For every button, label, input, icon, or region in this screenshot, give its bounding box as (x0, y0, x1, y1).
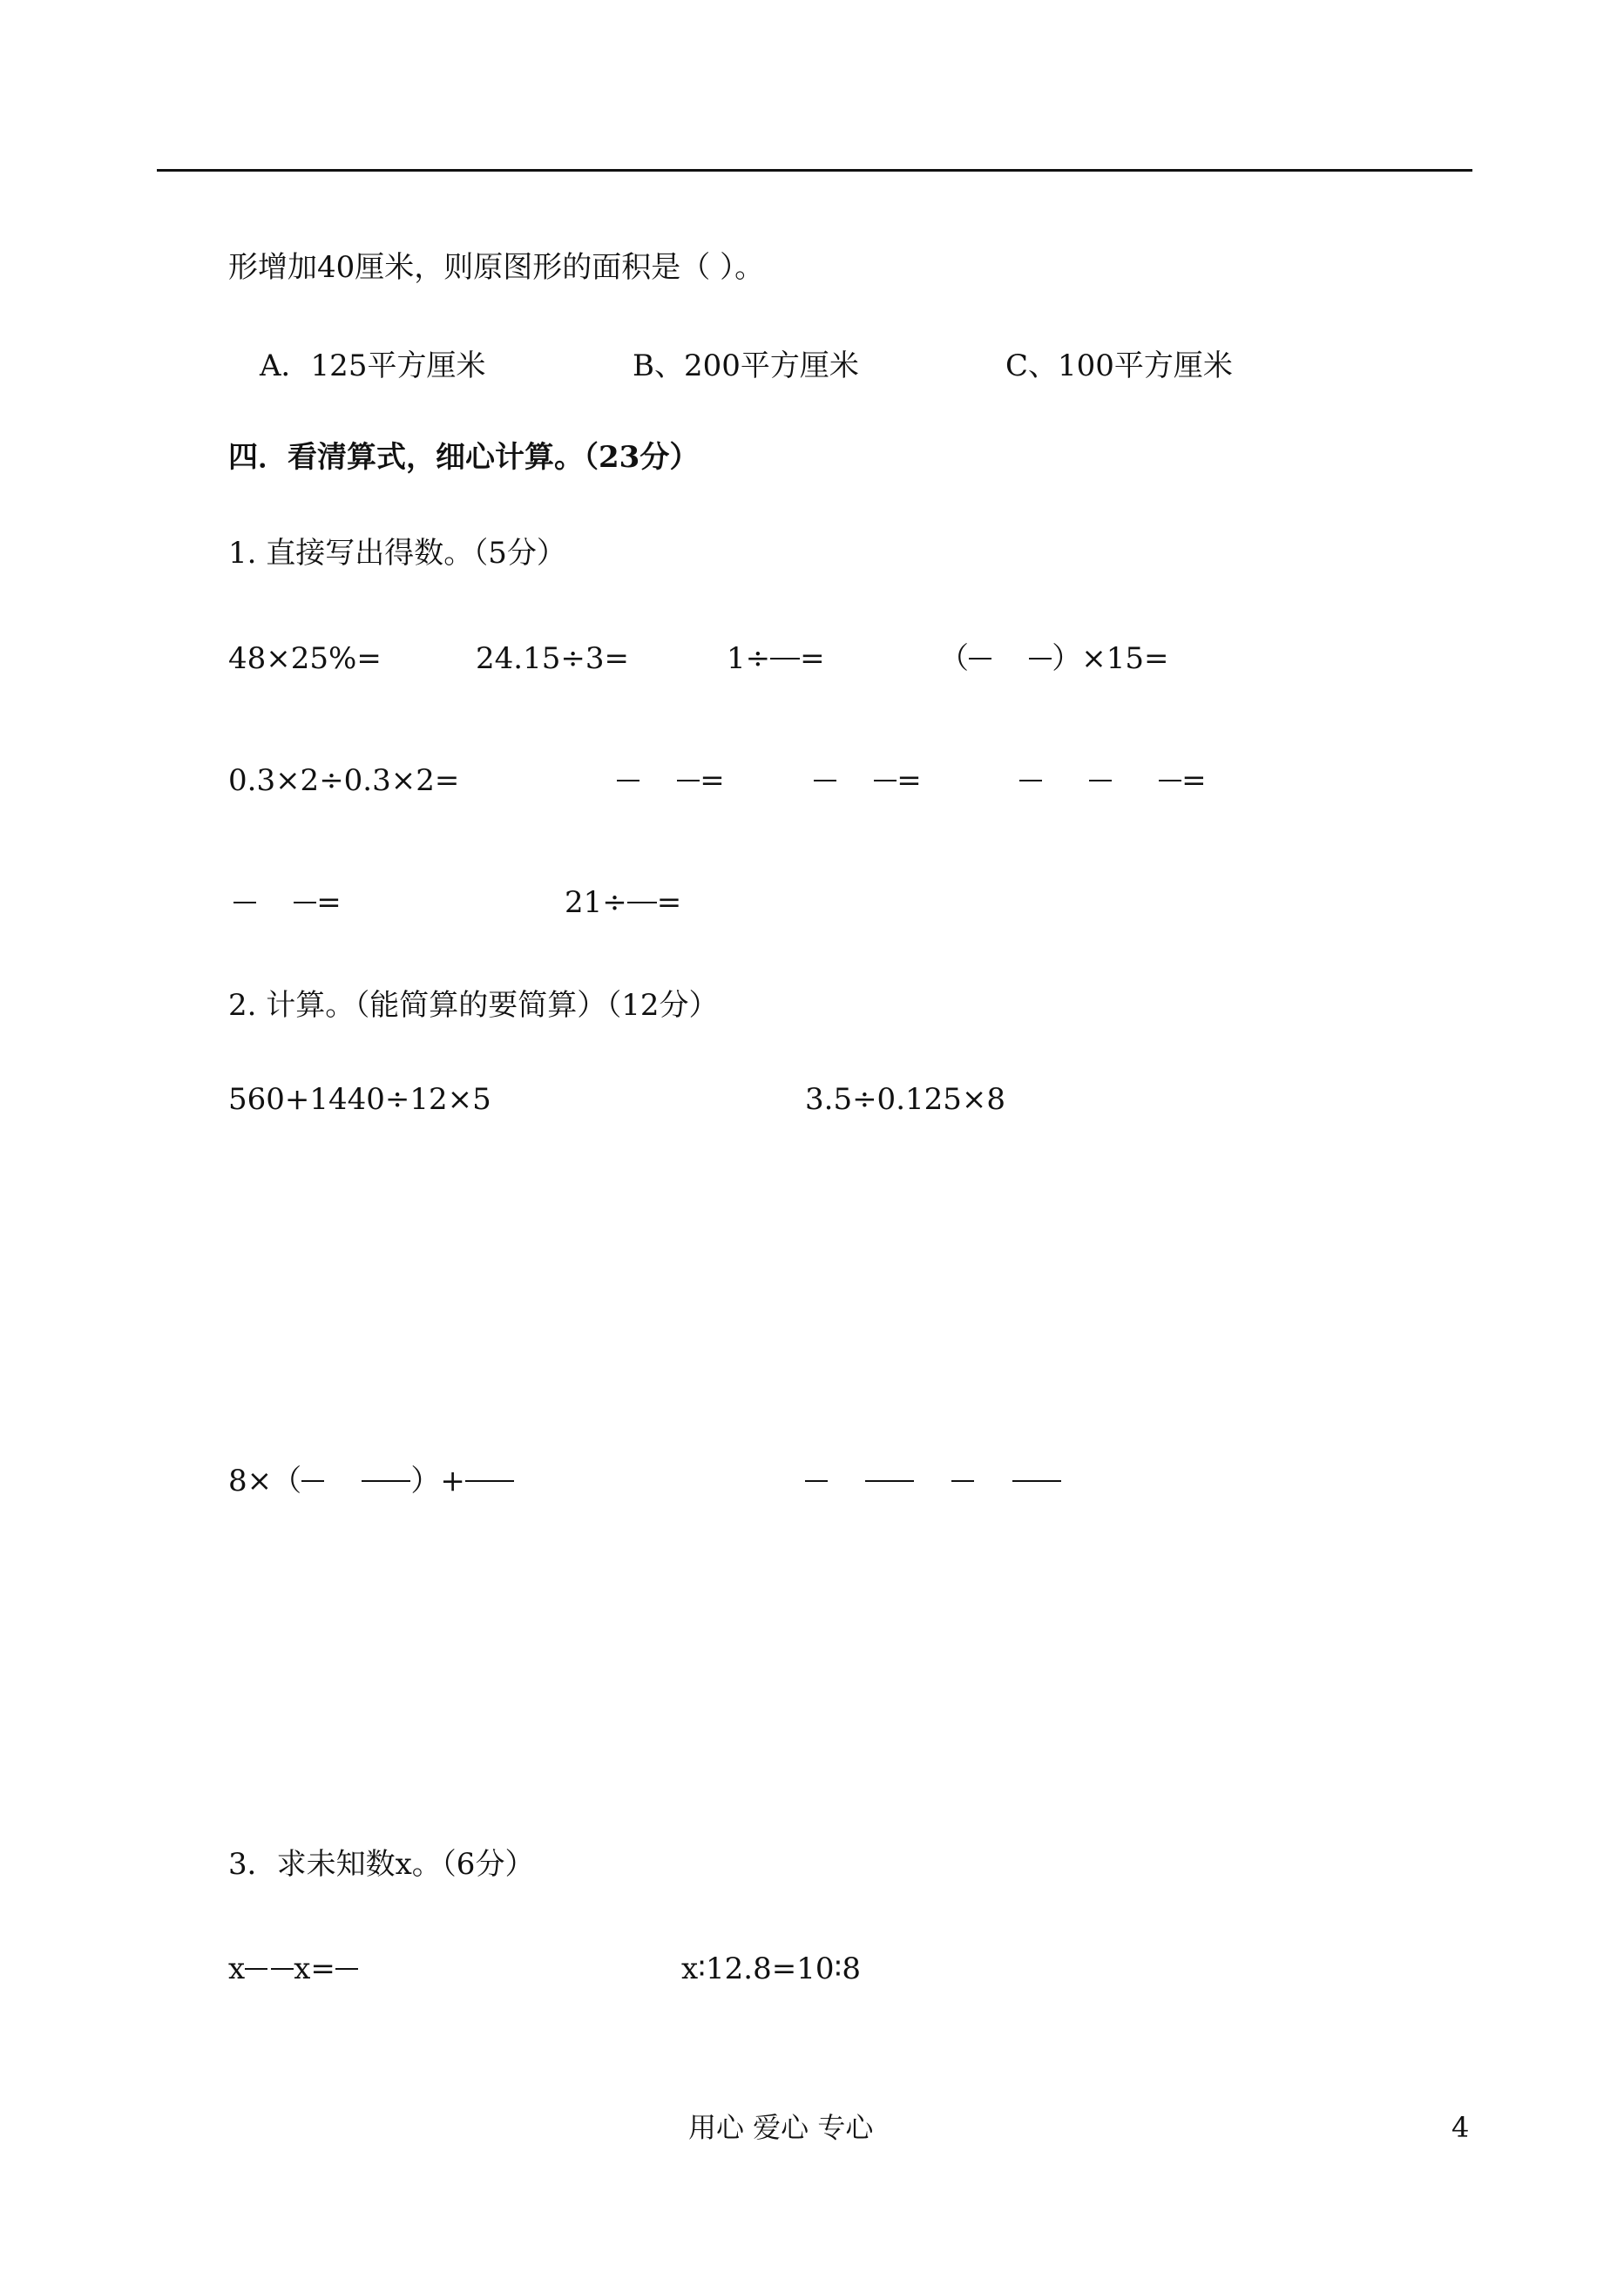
expr-0-3x2: 0.3×2÷0.3×2= (228, 763, 460, 798)
header-rule (157, 169, 1472, 172)
equals-sign: = (1181, 763, 1207, 798)
equals-sign: = (316, 885, 342, 920)
fraction-bar (301, 1480, 324, 1482)
fraction-bar (1089, 780, 1112, 781)
expr-fraction-triple (1019, 761, 1207, 800)
fraction-bar (245, 1968, 267, 1970)
expr-fraction-pair-3 (233, 883, 342, 922)
close-paren-times: ）×15= (1052, 641, 1169, 676)
choice-a: A．125平方厘米 (260, 348, 486, 383)
expr-prefix: 21÷ (565, 885, 627, 920)
equals-sign: = (800, 641, 825, 676)
close-paren-plus: ）+ (410, 1464, 465, 1498)
fraction-bar (1029, 658, 1052, 659)
expr-fraction-chain (805, 1462, 1061, 1500)
expr-48x25: 48×25%= (228, 641, 382, 676)
expr-fraction-pair-1 (617, 761, 725, 800)
equation-ratio: x∶12.8=10∶8 (681, 1951, 861, 1986)
expr-1-div-fraction (727, 639, 825, 678)
fraction-bar (627, 902, 657, 903)
equals-sign: = (656, 885, 682, 920)
fraction-bar (874, 780, 897, 781)
footer-motto: 用心 爱心 专心 (688, 2111, 874, 2144)
fraction-bar (951, 1480, 974, 1482)
choice-c: C、100平方厘米 (1005, 348, 1233, 383)
part2-title: 2. 计算。（能简算的要简算）（12分） (228, 988, 719, 1023)
equals-sign: = (897, 763, 922, 798)
fraction-bar (1159, 780, 1181, 781)
equation-x-fraction (228, 1950, 358, 1988)
equals-sign: = (700, 763, 725, 798)
open-paren: （ (939, 641, 969, 676)
expr-8-times-paren (228, 1462, 514, 1500)
expr-24-15-div-3: 24.15÷3= (476, 641, 629, 676)
expr-21-div-fraction (565, 883, 681, 922)
page-number: 4 (1451, 2111, 1470, 2144)
fraction-bar (1019, 780, 1042, 781)
fraction-bar (1012, 1480, 1061, 1482)
fraction-bar (865, 1480, 914, 1482)
fraction-bar (465, 1480, 514, 1482)
part3-title: 3．求未知数x。（6分） (228, 1847, 535, 1882)
fraction-bar (969, 658, 991, 659)
fraction-bar (677, 780, 700, 781)
expr-560-plus: 560+1440÷12×5 (228, 1082, 491, 1117)
expr-3-5-div: 3.5÷0.125×8 (805, 1082, 1006, 1117)
expr-fraction-pair-2 (814, 761, 922, 800)
section-title: 四．看清算式，细心计算。（23分） (228, 440, 700, 475)
expr-prefix: 8×（ (228, 1464, 302, 1498)
fraction-bar (335, 1968, 358, 1970)
fraction-bar (770, 658, 800, 659)
fraction-bar (233, 902, 256, 903)
fraction-bar (814, 780, 836, 781)
fraction-bar (271, 1968, 294, 1970)
choice-b: B、200平方厘米 (633, 348, 859, 383)
part1-title: 1. 直接写出得数。（5分） (228, 536, 566, 571)
fraction-bar (805, 1480, 828, 1482)
expr-prefix: 1÷ (727, 641, 771, 676)
fraction-bar (362, 1480, 410, 1482)
fraction-bar (617, 780, 639, 781)
question-continuation: 形增加40厘米，则原图形的面积是（ ）。 (228, 250, 765, 285)
expr-paren-times-15 (939, 639, 1168, 678)
equation-variable: x (228, 1951, 246, 1986)
fraction-bar (294, 902, 316, 903)
equation-variable-equals: x= (294, 1951, 335, 1986)
